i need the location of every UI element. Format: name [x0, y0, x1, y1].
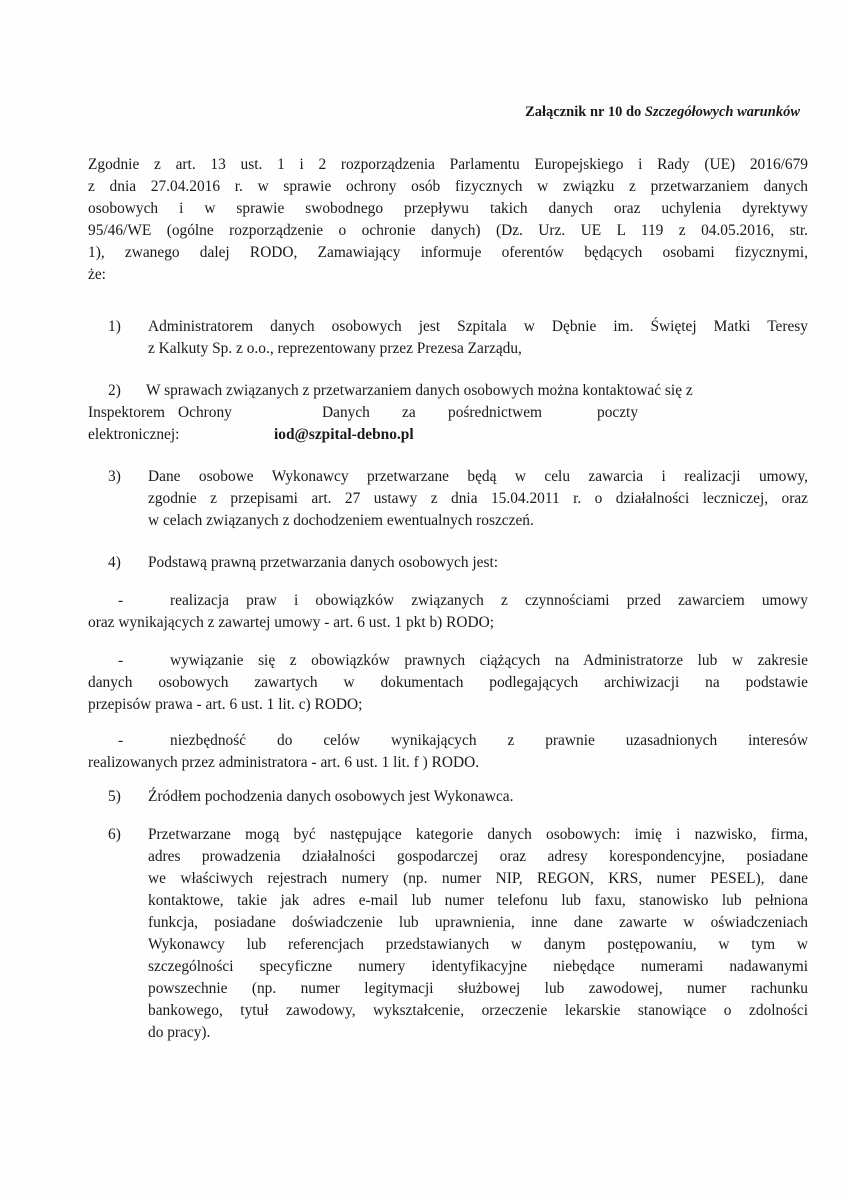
dash-bullet: -	[118, 652, 124, 669]
bullet-line: wywiązanie się z obowiązków prawnych ciążących na Administratorze lub w zakresie	[170, 652, 808, 669]
item-line: zgodnie z przepisami art. 27 ustawy z dnia 15.04.2011 r. o działalności leczniczej, oraz	[148, 490, 808, 507]
bullet-line: realizacja praw i obowiązków związanych z czynnościami przed zawarciem umowy	[170, 592, 808, 609]
item-line: do pracy).	[148, 1024, 211, 1041]
bullet-line: oraz wynikających z zawartej umowy - art. 6 ust. 1 pkt b) RODO;	[88, 614, 495, 631]
item-line: Wykonawcy lub referencjach przedstawianych w danym postępowaniu, w tym w	[148, 936, 808, 953]
header-prefix: Załącznik nr 10 do	[525, 104, 645, 120]
item-line: Podstawą prawną przetwarzania danych osobowych jest:	[148, 554, 499, 571]
item-word: poczty	[597, 404, 639, 421]
intro-line: z dnia 27.04.2016 r. w sprawie ochrony osób fizycznych w związku z przetwarzaniem danych	[88, 178, 808, 195]
item-number: 2)	[108, 382, 121, 399]
item-word: pośrednictwem	[448, 404, 543, 421]
item-number: 6)	[108, 826, 121, 843]
dash-bullet: -	[118, 592, 124, 609]
item-number: 3)	[108, 468, 121, 485]
item-word: za	[402, 404, 416, 421]
item-line: Dane osobowe Wykonawcy przetwarzane będą w celu zawarcia i realizacji umowy,	[148, 468, 808, 485]
item-line: powszechnie (np. numer legitymacji służbowej lub zawodowej, numer rachunku	[148, 980, 808, 997]
item-line: we właściwych rejestrach numery (np. numer NIP, REGON, KRS, numer PESEL), dane	[148, 870, 808, 887]
intro-line: osobowych i w sprawie swobodnego przepływu takich danych oraz uchylenia dyrektywy	[88, 200, 808, 217]
header-italic: Szczegółowych warunków	[644, 104, 800, 120]
item-number: 4)	[108, 554, 121, 571]
intro-line: 1), zwanego dalej RODO, Zamawiający informuje oferentów będących osobami fizycznymi,	[88, 244, 808, 261]
intro-line: 95/46/WE (ogólne rozporządzenie o ochronie danych) (Dz. Urz. UE L 119 z 04.05.2016, str.	[88, 222, 808, 239]
bullet-line: niezbędność do celów wynikających z prawnie uzasadnionych interesów	[170, 732, 808, 749]
bullet-line: danych osobowych zawartych w dokumentach podlegających archiwizacji na podstawie	[88, 674, 808, 691]
intro-line: Zgodnie z art. 13 ust. 1 i 2 rozporządzenia Parlamentu Europejskiego i Rady (UE) 2016/679	[88, 156, 808, 173]
item-number: 1)	[108, 318, 121, 335]
dpo-email-link[interactable]: iod@szpital-debno.pl	[274, 426, 414, 443]
intro-line: że:	[88, 266, 106, 283]
item-label: elektronicznej:	[88, 426, 180, 443]
item-line: Źródłem pochodzenia danych osobowych jest Wykonawca.	[148, 788, 514, 805]
item-line: adres prowadzenia działalności gospodarczej oraz adresy korespondencyjne, posiadane	[148, 848, 808, 865]
item-line: z Kalkuty Sp. z o.o., reprezentowany przez Prezesa Zarządu,	[148, 340, 522, 357]
item-line: Administratorem danych osobowych jest Szpitala w Dębnie im. Świętej Matki Teresy	[148, 318, 808, 335]
item-word: Ochrony	[178, 404, 232, 421]
bullet-line: realizowanych przez administratora - art. 6 ust. 1 lit. f ) RODO.	[88, 754, 480, 771]
item-word: Danych	[322, 404, 370, 421]
bullet-line: przepisów prawa - art. 6 ust. 1 lit. c) RODO;	[88, 696, 363, 713]
item-line: Przetwarzane mogą być następujące kategorie danych osobowych: imię i nazwisko, firma,	[148, 826, 808, 843]
item-word: Inspektorem	[88, 404, 165, 421]
item-line: kontaktowe, takie jak adres e-mail lub numer telefonu lub faxu, stanowisko lub pełniona	[148, 892, 808, 909]
item-number: 5)	[108, 788, 121, 805]
item-line: szczególności specyficzne numery identyfikacyjne niebędące numerami nadawanymi	[148, 958, 808, 975]
attachment-header	[525, 104, 800, 121]
item-line: funkcja, posiadane doświadczenie lub uprawnienia, inne dane zawarte w oświadczeniach	[148, 914, 808, 931]
item-line: W sprawach związanych z przetwarzaniem danych osobowych można kontaktować się z	[146, 382, 693, 399]
item-line: bankowego, tytuł zawodowy, wykształcenie, orzeczenie lekarskie stanowiące o zdolności	[148, 1002, 808, 1019]
dash-bullet: -	[118, 732, 124, 749]
item-line: w celach związanych z dochodzeniem ewentualnych roszczeń.	[148, 512, 534, 529]
